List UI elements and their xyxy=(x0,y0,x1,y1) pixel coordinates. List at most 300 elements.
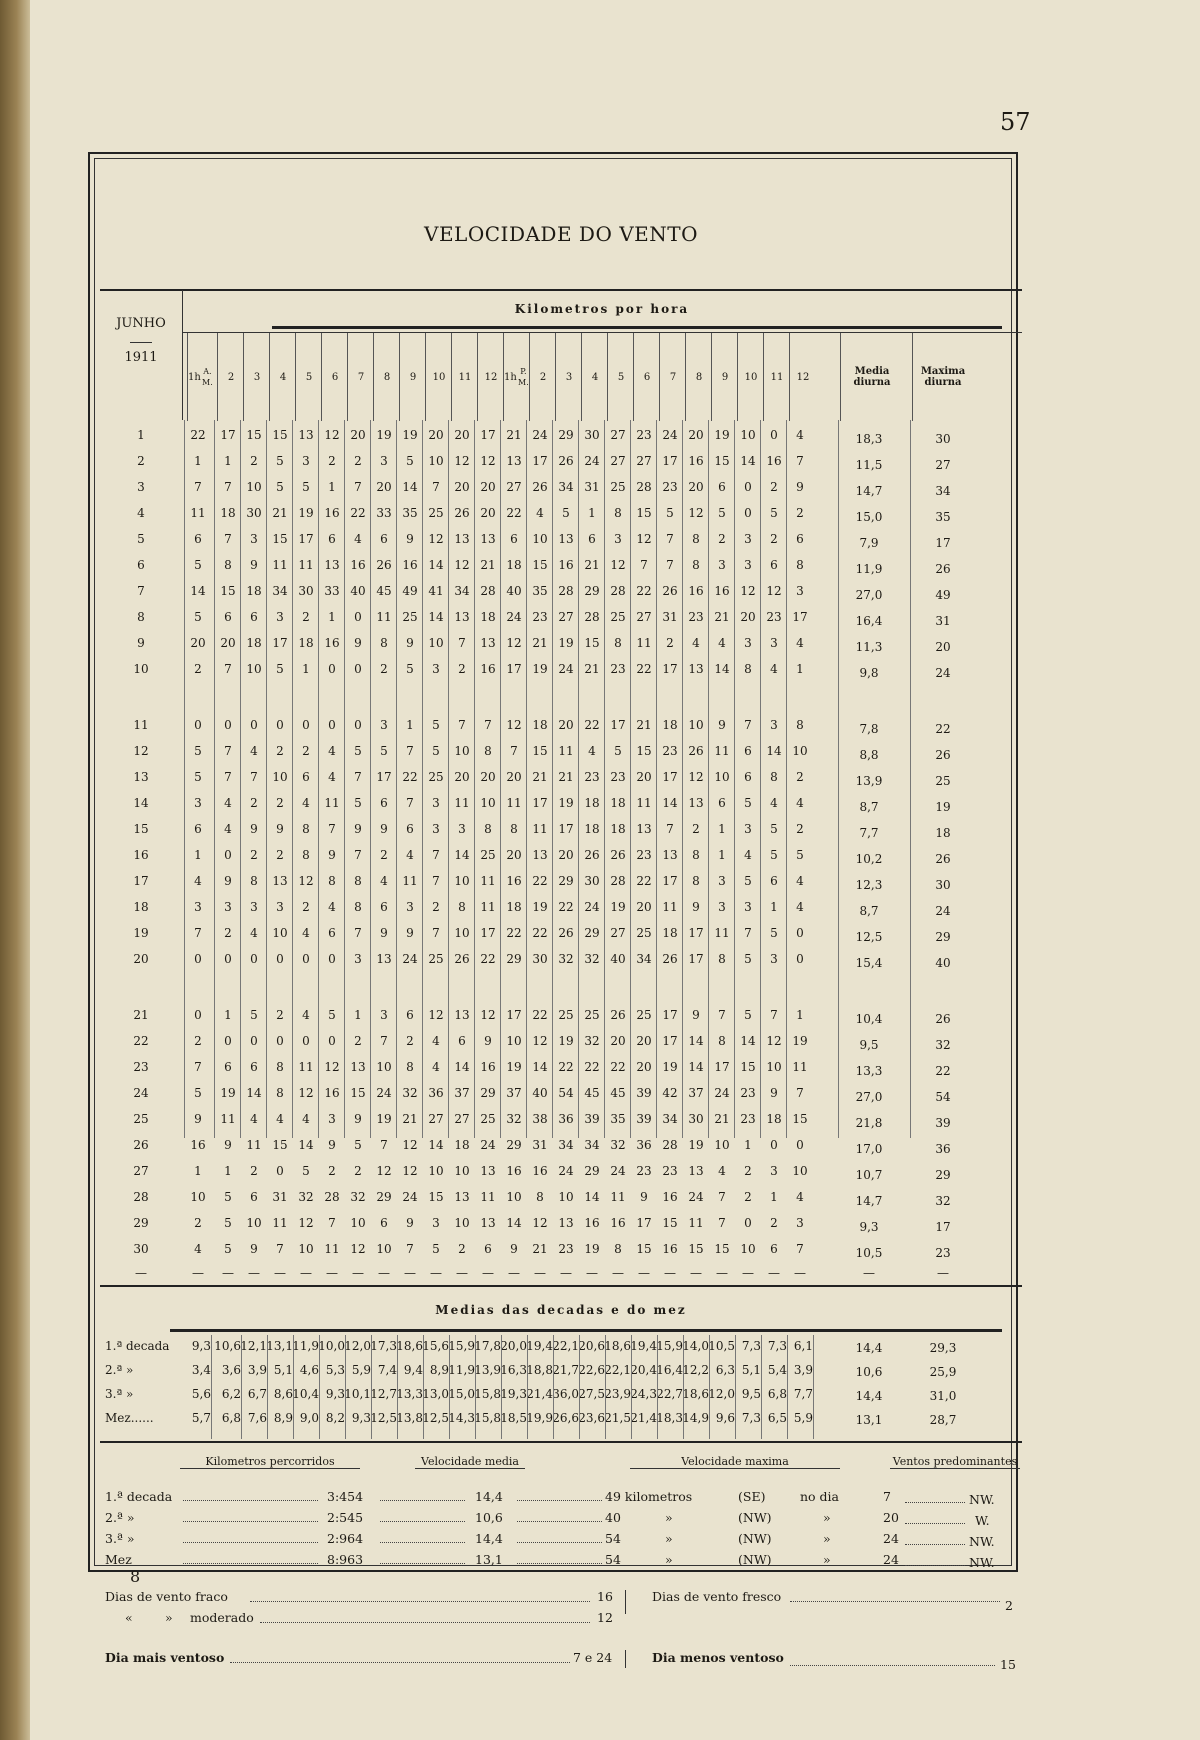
max-value: 29 xyxy=(935,930,951,944)
column-divider xyxy=(241,1335,242,1439)
hour-value: 17 xyxy=(636,1216,652,1230)
dash: — xyxy=(638,1266,650,1280)
average-value: 18,6 xyxy=(682,1387,709,1401)
hour-value: 0 xyxy=(328,952,336,966)
hour-value: 23 xyxy=(662,1164,678,1178)
average-media: 14,4 xyxy=(855,1389,883,1403)
media-value: 7,8 xyxy=(859,722,879,736)
hour-value: 10 xyxy=(246,662,262,676)
average-value: 12,2 xyxy=(682,1363,709,1377)
leader-dots xyxy=(380,1510,465,1522)
column-divider xyxy=(319,1335,320,1439)
table-row xyxy=(100,662,1022,686)
hour-value: 25 xyxy=(610,610,626,624)
table-row xyxy=(100,1112,1022,1136)
column-divider xyxy=(240,420,241,1138)
hour-value: 6 xyxy=(380,900,388,914)
hour-value: 2 xyxy=(406,1034,414,1048)
hour-value: 4 xyxy=(718,1164,726,1178)
hour-value: 25 xyxy=(636,1008,652,1022)
hour-value: 2 xyxy=(666,636,674,650)
max-value: 26 xyxy=(935,748,951,762)
hour-value: 8 xyxy=(692,848,700,862)
hour-value: 0 xyxy=(328,1034,336,1048)
hour-value: 13 xyxy=(324,558,340,572)
hour-value: 0 xyxy=(744,506,752,520)
hour-value: 11 xyxy=(246,1138,262,1152)
column-divider xyxy=(293,1335,294,1439)
hour-value: 2 xyxy=(458,662,466,676)
hour-value: 9 xyxy=(510,1242,518,1256)
hour-value: 15 xyxy=(246,428,262,442)
hour-value: 13 xyxy=(480,1164,496,1178)
hour-value: 17 xyxy=(558,822,574,836)
hour-value: 16 xyxy=(324,636,340,650)
hour-value: 4 xyxy=(354,532,362,546)
hour-label: 6 xyxy=(643,371,651,383)
hour-value: 20 xyxy=(558,848,574,862)
hour-value: 12 xyxy=(480,1008,496,1022)
table-row xyxy=(100,1008,1022,1032)
hour-value: 10 xyxy=(480,796,496,810)
average-value: 10,1 xyxy=(344,1387,371,1401)
hour-value: 7 xyxy=(224,532,232,546)
average-value: 6,8 xyxy=(221,1411,241,1425)
hour-value: 20 xyxy=(454,480,470,494)
hour-value: 15 xyxy=(220,584,236,598)
column-divider xyxy=(910,420,911,1138)
hour-value: 9 xyxy=(250,1242,258,1256)
hour-value: 6 xyxy=(796,532,804,546)
max-value: 17 xyxy=(935,536,951,550)
hour-value: 11 xyxy=(506,796,522,810)
hour-value: 3 xyxy=(770,718,778,732)
average-value: 5,3 xyxy=(325,1363,345,1377)
hour-value: 10 xyxy=(740,1242,756,1256)
summary-label: Mez xyxy=(105,1552,132,1567)
hour-header xyxy=(555,333,582,421)
hour-value: 5 xyxy=(224,1190,232,1204)
hour-value: 18 xyxy=(532,718,548,732)
hour-label: 9 xyxy=(721,371,729,383)
hour-value: 7 xyxy=(380,1034,388,1048)
max-value: 23 xyxy=(935,1246,951,1260)
hour-value: 13 xyxy=(454,610,470,624)
column-divider xyxy=(267,1335,268,1439)
hour-value: 0 xyxy=(194,718,202,732)
leader-dots xyxy=(250,1590,590,1602)
hour-value: 27 xyxy=(610,454,626,468)
hour-value: 21 xyxy=(272,506,288,520)
day-cell: 23 xyxy=(133,1060,149,1074)
hour-value: 32 xyxy=(402,1086,418,1100)
column-headers xyxy=(182,332,1022,421)
hour-value: 19 xyxy=(376,428,392,442)
hour-header xyxy=(477,333,504,421)
hour-value: 2 xyxy=(354,1164,362,1178)
hour-value: 18 xyxy=(506,900,522,914)
hour-value: 39 xyxy=(584,1112,600,1126)
averages-section xyxy=(100,1289,1022,1454)
hour-value: 5 xyxy=(432,744,440,758)
hour-value: 42 xyxy=(662,1086,678,1100)
hour-value: 18 xyxy=(610,796,626,810)
summary-dir: (NW) xyxy=(738,1552,772,1567)
hour-value: 14 xyxy=(190,584,206,598)
average-value: 10,6 xyxy=(214,1339,241,1353)
hour-value: 37 xyxy=(454,1086,470,1100)
hour-value: 3 xyxy=(406,900,414,914)
hour-value: 17 xyxy=(506,662,522,676)
hour-value: 0 xyxy=(224,952,232,966)
hour-value: 25 xyxy=(428,770,444,784)
column-divider xyxy=(578,420,579,1138)
table-row xyxy=(100,926,1022,950)
column-divider xyxy=(397,1335,398,1439)
hour-value: 34 xyxy=(272,584,288,598)
hour-value: 16 xyxy=(506,874,522,888)
hour-value: 10 xyxy=(454,744,470,758)
hour-value: 13 xyxy=(532,848,548,862)
hour-value: 7 xyxy=(796,454,804,468)
hour-value: 2 xyxy=(718,532,726,546)
dash: — xyxy=(937,1266,949,1280)
hour-value: 2 xyxy=(458,1242,466,1256)
media-value: 11,5 xyxy=(855,458,883,472)
average-value: 7,3 xyxy=(741,1339,761,1353)
hour-value: 22 xyxy=(610,1060,626,1074)
dash: — xyxy=(664,1266,676,1280)
media-value: 12,3 xyxy=(855,878,883,892)
hour-value: 5 xyxy=(666,506,674,520)
hour-label: 1h xyxy=(188,371,201,383)
media-value: 8,7 xyxy=(859,904,879,918)
hour-value: 1 xyxy=(328,610,336,624)
hour-value: 8 xyxy=(796,718,804,732)
table-frame xyxy=(88,152,1018,1672)
media-value: 10,2 xyxy=(855,852,883,866)
leader-dots xyxy=(230,1651,570,1663)
hour-value: 19 xyxy=(662,1060,678,1074)
hour-value: 7 xyxy=(328,822,336,836)
hour-value: 16 xyxy=(558,558,574,572)
hour-value: 7 xyxy=(510,744,518,758)
average-value: 12,1 xyxy=(240,1339,267,1353)
km-header: Kilometros percorridos xyxy=(180,1455,360,1469)
hour-value: 33 xyxy=(324,584,340,598)
hour-value: 19 xyxy=(558,796,574,810)
average-value: 9,5 xyxy=(741,1387,761,1401)
hour-value: 7 xyxy=(380,1138,388,1152)
hour-value: 14 xyxy=(428,1138,444,1152)
hour-value: 3 xyxy=(432,822,440,836)
hour-value: 4 xyxy=(536,506,544,520)
hour-header xyxy=(711,333,738,421)
hour-value: 15 xyxy=(272,428,288,442)
summary-km: 8:963 xyxy=(327,1552,364,1567)
hour-value: 23 xyxy=(610,770,626,784)
hour-value: 34 xyxy=(584,1138,600,1152)
average-value: 36,0 xyxy=(552,1387,579,1401)
hour-value: 6 xyxy=(380,796,388,810)
average-media: 10,6 xyxy=(855,1365,883,1379)
hour-value: 4 xyxy=(588,744,596,758)
hour-value: 18 xyxy=(480,610,496,624)
dash: — xyxy=(248,1266,260,1280)
units-header xyxy=(182,290,1022,332)
hour-value: 5 xyxy=(432,1242,440,1256)
hour-value: 6 xyxy=(744,744,752,758)
average-value: 8,2 xyxy=(325,1411,345,1425)
hour-value: 7 xyxy=(744,926,752,940)
hour-value: 16 xyxy=(324,1086,340,1100)
media-value: 21,8 xyxy=(855,1116,883,1130)
mais-ventoso-label: Dia mais ventoso xyxy=(105,1650,225,1665)
hour-value: 23 xyxy=(766,610,782,624)
hour-value: 4 xyxy=(380,874,388,888)
hour-value: 22 xyxy=(532,1008,548,1022)
hour-value: 15 xyxy=(532,744,548,758)
hour-value: 45 xyxy=(376,584,392,598)
hour-value: 6 xyxy=(328,926,336,940)
hour-value: 12 xyxy=(428,1008,444,1022)
hour-value: 16 xyxy=(402,558,418,572)
hour-header xyxy=(217,333,244,421)
hour-value: 18 xyxy=(584,796,600,810)
hour-value: 1 xyxy=(588,506,596,520)
column-divider xyxy=(292,420,293,1138)
average-value: 18,3 xyxy=(656,1411,683,1425)
hour-value: 5 xyxy=(770,926,778,940)
hour-value: 3 xyxy=(718,874,726,888)
page-title: VELOCIDADE DO VENTO xyxy=(424,222,698,246)
table-row xyxy=(100,610,1022,634)
hour-value: 3 xyxy=(354,952,362,966)
hour-value: 19 xyxy=(558,1034,574,1048)
hour-value: 2 xyxy=(380,662,388,676)
hour-value: 2 xyxy=(354,1034,362,1048)
hour-value: 19 xyxy=(532,900,548,914)
hour-value: 37 xyxy=(506,1086,522,1100)
hour-value: 10 xyxy=(740,428,756,442)
hour-label: 4 xyxy=(591,371,599,383)
average-value: 21,4 xyxy=(526,1387,553,1401)
average-value: 9,3 xyxy=(351,1411,371,1425)
hour-value: 20 xyxy=(636,900,652,914)
hour-value: 17 xyxy=(662,874,678,888)
average-value: 22,7 xyxy=(656,1387,683,1401)
hour-value: 9 xyxy=(770,1086,778,1100)
hour-value: 13 xyxy=(454,1008,470,1022)
leader-dots xyxy=(183,1552,318,1564)
hour-value: 3 xyxy=(718,558,726,572)
hour-value: 15 xyxy=(532,558,548,572)
hour-value: 6 xyxy=(302,770,310,784)
hour-value: 0 xyxy=(250,718,258,732)
hour-value: 4 xyxy=(432,1060,440,1074)
hour-value: 24 xyxy=(532,428,548,442)
maxima-diurna-header: Maxima diurna xyxy=(912,333,973,421)
hour-value: 17 xyxy=(376,770,392,784)
hour-value: 8 xyxy=(692,874,700,888)
hour-value: 20 xyxy=(636,1060,652,1074)
hour-value: 11 xyxy=(558,744,574,758)
hour-value: 16 xyxy=(662,1242,678,1256)
hour-value: 3 xyxy=(432,662,440,676)
hour-value: 14 xyxy=(298,1138,314,1152)
extra-section xyxy=(100,1584,1022,1724)
average-value: 8,6 xyxy=(273,1387,293,1401)
average-value: 10,4 xyxy=(292,1387,319,1401)
hour-value: 14 xyxy=(454,1060,470,1074)
hour-value: 9 xyxy=(224,874,232,888)
leader-dots xyxy=(790,1654,995,1666)
hour-value: 5 xyxy=(224,1242,232,1256)
hour-value: 0 xyxy=(354,610,362,624)
average-value: 15,8 xyxy=(474,1411,501,1425)
average-value: 20,6 xyxy=(578,1339,605,1353)
dash: — xyxy=(326,1266,338,1280)
day-cell: 9 xyxy=(137,636,145,650)
dash: — xyxy=(482,1266,494,1280)
hour-value: 23 xyxy=(584,770,600,784)
max-value: 36 xyxy=(935,1142,951,1156)
hour-value: 7 xyxy=(354,770,362,784)
day-cell: 30 xyxy=(133,1242,149,1256)
hour-value: 7 xyxy=(224,662,232,676)
column-divider xyxy=(475,1335,476,1439)
day-cell: 19 xyxy=(133,926,149,940)
hour-value: 12 xyxy=(532,1216,548,1230)
hour-value: 20 xyxy=(506,770,522,784)
hour-value: 30 xyxy=(584,428,600,442)
average-value: 5,4 xyxy=(767,1363,787,1377)
hour-value: 0 xyxy=(796,952,804,966)
hour-value: 13 xyxy=(662,848,678,862)
hour-value: 12 xyxy=(376,1164,392,1178)
hour-value: 16 xyxy=(766,454,782,468)
hour-value: 21 xyxy=(532,636,548,650)
hour-value: 4 xyxy=(328,744,336,758)
hour-value: 6 xyxy=(224,610,232,624)
hour-value: 5 xyxy=(770,506,778,520)
leader-dots xyxy=(517,1510,602,1522)
average-value: 9,3 xyxy=(191,1339,211,1353)
hour-value: 6 xyxy=(406,1008,414,1022)
hour-value: 0 xyxy=(276,1164,284,1178)
hour-value: 24 xyxy=(558,1164,574,1178)
hour-value: 26 xyxy=(376,558,392,572)
hour-value: 3 xyxy=(614,532,622,546)
dash: — xyxy=(430,1266,442,1280)
hour-header xyxy=(581,333,608,421)
hour-value: 8 xyxy=(276,1060,284,1074)
hour-value: 29 xyxy=(376,1190,392,1204)
hour-value: 0 xyxy=(354,718,362,732)
hour-value: 29 xyxy=(584,1164,600,1178)
dash: — xyxy=(716,1266,728,1280)
hour-label: 3 xyxy=(565,371,573,383)
hour-value: 25 xyxy=(480,1112,496,1126)
hour-value: 36 xyxy=(558,1112,574,1126)
hour-value: 13 xyxy=(272,874,288,888)
average-value: 11,9 xyxy=(448,1363,475,1377)
hour-value: 0 xyxy=(770,428,778,442)
hour-value: 6 xyxy=(588,532,596,546)
media-value: 8,8 xyxy=(859,748,879,762)
hour-value: 1 xyxy=(744,1138,752,1152)
table-row xyxy=(100,1138,1022,1162)
table-row xyxy=(100,744,1022,768)
media-value: 14,7 xyxy=(855,1194,883,1208)
hour-value: 3 xyxy=(380,454,388,468)
hour-value: 10 xyxy=(272,926,288,940)
hour-value: 37 xyxy=(688,1086,704,1100)
average-value: 5,7 xyxy=(191,1411,211,1425)
average-value: 5,6 xyxy=(191,1387,211,1401)
hour-value: 7 xyxy=(354,926,362,940)
dash: — xyxy=(690,1266,702,1280)
hour-header xyxy=(633,333,660,421)
hour-value: 20 xyxy=(376,480,392,494)
table-row xyxy=(100,1034,1022,1058)
hour-value: 7 xyxy=(666,532,674,546)
average-value: 7,6 xyxy=(247,1411,267,1425)
hour-value: 3 xyxy=(796,584,804,598)
hour-value: 13 xyxy=(454,532,470,546)
summary-no-dia: » xyxy=(823,1510,831,1525)
vel-header: Velocidade media xyxy=(415,1455,525,1469)
average-value: 19,9 xyxy=(526,1411,553,1425)
leader-dots xyxy=(905,1554,965,1566)
hour-value: 32 xyxy=(584,952,600,966)
hour-value: 6 xyxy=(744,770,752,784)
hour-value: 3 xyxy=(432,1216,440,1230)
hour-value: 10 xyxy=(190,1190,206,1204)
hour-value: 32 xyxy=(506,1112,522,1126)
day-cell: 17 xyxy=(133,874,149,888)
hour-value: 7 xyxy=(224,744,232,758)
hour-value: 27 xyxy=(610,428,626,442)
hour-value: 24 xyxy=(376,1086,392,1100)
hour-value: 12 xyxy=(298,1086,314,1100)
hour-value: 31 xyxy=(532,1138,548,1152)
ventos-header: Ventos predominantes xyxy=(890,1455,1020,1469)
column-divider xyxy=(344,420,345,1138)
hour-value: 5 xyxy=(744,952,752,966)
hour-value: 30 xyxy=(688,1112,704,1126)
hour-value: 32 xyxy=(350,1190,366,1204)
column-divider xyxy=(448,420,449,1138)
hour-value: 11 xyxy=(480,874,496,888)
hour-value: 14 xyxy=(428,558,444,572)
hour-value: 13 xyxy=(480,532,496,546)
hour-value: 22 xyxy=(558,1060,574,1074)
hour-value: 15 xyxy=(714,454,730,468)
hour-value: 19 xyxy=(584,1242,600,1256)
hour-value: 10 xyxy=(454,874,470,888)
hour-value: 8 xyxy=(692,532,700,546)
hour-value: 10 xyxy=(298,1242,314,1256)
hour-header xyxy=(347,333,374,421)
dash: — xyxy=(274,1266,286,1280)
average-value: 18,6 xyxy=(396,1339,423,1353)
hour-value: 5 xyxy=(224,1216,232,1230)
hour-value: 4 xyxy=(224,796,232,810)
media-value: 17,0 xyxy=(855,1142,883,1156)
pm-label: P. M. xyxy=(518,367,529,387)
hour-value: 3 xyxy=(380,1008,388,1022)
